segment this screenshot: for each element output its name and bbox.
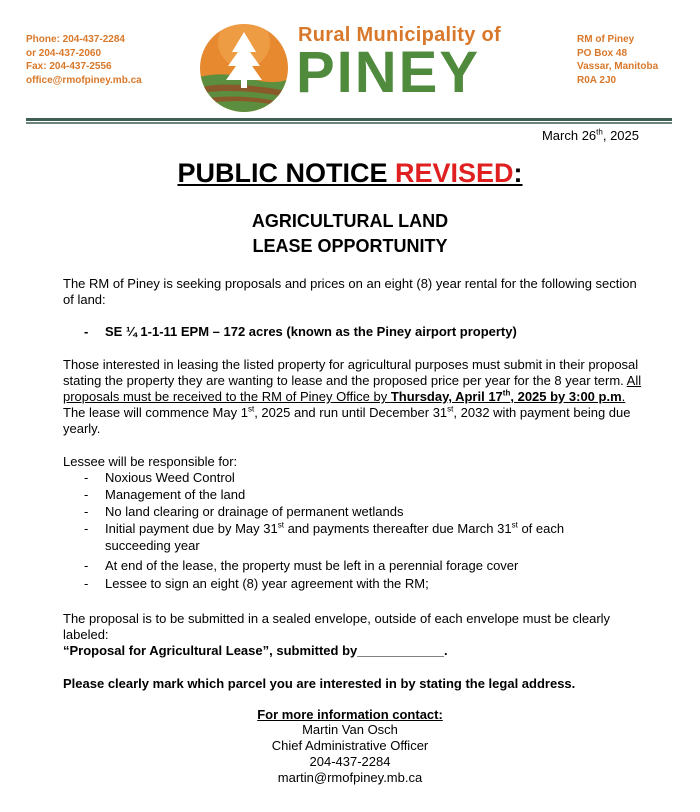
contact-phone: 204-437-2284 <box>309 754 391 769</box>
page-title: PUBLIC NOTICE REVISED: <box>177 158 523 188</box>
fax: Fax: 204-437-2556 <box>26 61 112 72</box>
subtitle-line-2: LEASE OPPORTUNITY <box>252 236 448 256</box>
contact-name: Martin Van Osch <box>302 722 398 737</box>
proposal-terms-paragraph: Those interested in leasing the listed property for agricultural purposes must submit in their proposal stating the property they are wanting to lease and the proposed price per year for the 8 year term. All proposals must be received to the RM of Piney Office by Thursday, April 17th, 2025 by 3:00 p.m. The lease will commence May 1st, 2025 and run until December 31st, 2032 with payment being due yearly. <box>63 357 642 436</box>
proposal-instructions: The proposal is to be submitted in a sealed envelope, outside of each envelope must be clearly labeled: <box>63 611 611 642</box>
phone-alt: or 204-437-2060 <box>26 47 102 59</box>
proposal-label: “Proposal for Agricultural Lease”, submitted by____________. <box>63 643 448 658</box>
contact-email[interactable]: martin@rmofpiney.mb.ca <box>277 770 423 785</box>
header-divider-thin <box>26 122 672 124</box>
address-line: Vassar, Manitoba <box>577 61 659 72</box>
phone: Phone: 204-437-2284 <box>26 34 125 45</box>
contact-title: Chief Administrative Officer <box>271 738 429 753</box>
subtitle-line-1: AGRICULTURAL LAND <box>251 211 449 231</box>
revised-label: REVISED <box>394 158 514 188</box>
legal-address-notice: Please clearly mark which parcel you are interested in by stating the legal address. <box>63 676 576 691</box>
office-email[interactable]: office@rmofpiney.mb.ca <box>26 74 142 86</box>
intro-paragraph: The RM of Piney is seeking proposals and prices on an eight (8) year rental for the following section of land: <box>63 276 637 307</box>
address-line: R0A 2J0 <box>577 74 617 86</box>
header-address <box>577 33 658 87</box>
rm-piney-logo-icon <box>196 22 292 114</box>
lessee-heading: Lessee will be responsible for: <box>63 454 238 469</box>
header-divider <box>26 118 672 121</box>
header-contact <box>26 33 142 87</box>
address-line: RM of Piney <box>577 34 635 45</box>
address-line: PO Box 48 <box>577 47 628 59</box>
contact-heading: For more information contact: <box>257 707 443 722</box>
notice-date: March 26th, 2025 <box>541 127 639 143</box>
logo-top-text: Rural Municipality of <box>298 24 501 46</box>
logo-main-text: PINEY <box>296 40 481 105</box>
